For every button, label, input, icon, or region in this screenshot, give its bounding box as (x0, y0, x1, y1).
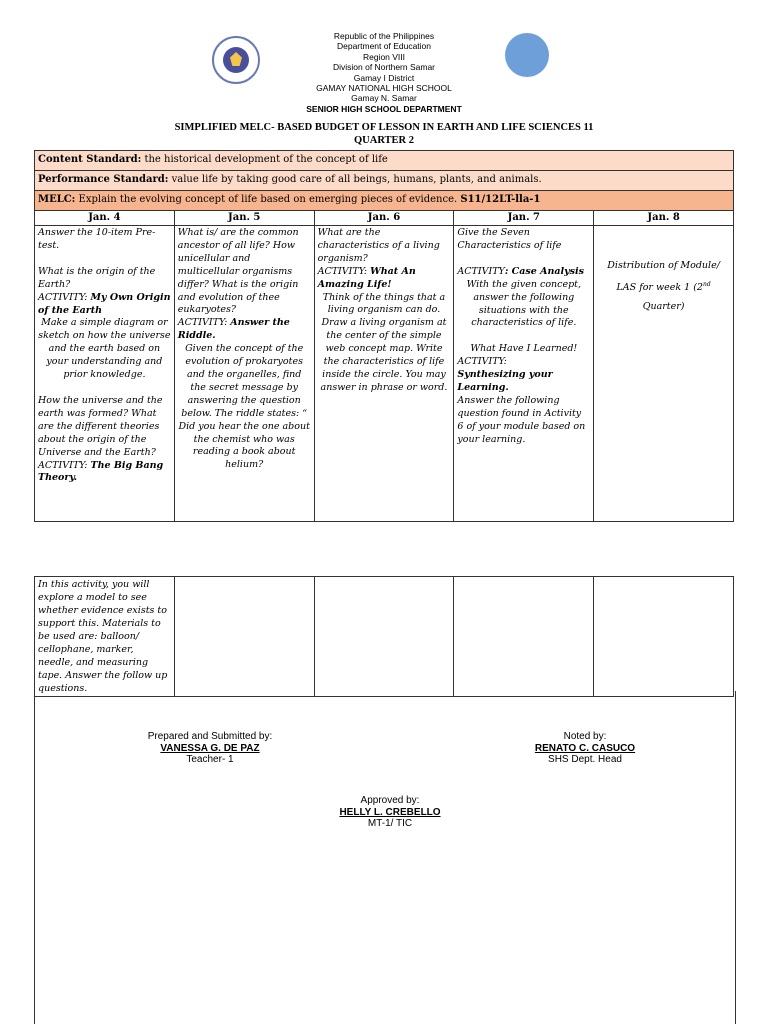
header-line: Department of Education (336, 41, 432, 52)
performance-standard-row (35, 171, 734, 191)
jan7-activity-2: ACTIVITY: Synthesizing your Learning. (457, 356, 553, 394)
noted-title: SHS Dept. Head (548, 754, 622, 766)
title-line-1: SIMPLIFIED MELC- BASED BUDGET OF LESSON IN EARTH AND LIFE SCIENCES 11 (174, 122, 594, 133)
jan5-instructions: Given the concept of the evolution of prokaryotes and the organelles, find the secret message by answering the question below. The riddle states: “ Did you hear the one about the chemist who was reading a book about helium? (178, 343, 310, 471)
jan4-pretest: Answer the 10-item Pre-test. (38, 227, 156, 251)
jan4-continuation: In this activity, you will explore a model to see whether evidence exists to support this. Materials to be used are: balloon/ cellophane, marker, needle, and measuring tape. Answer the follow up questions. (35, 577, 175, 697)
continuation-table (34, 576, 734, 697)
day-header: Jan. 5 (174, 211, 314, 226)
prepared-title: Teacher- 1 (186, 754, 234, 766)
empty-cell (174, 577, 314, 697)
noted-by-block (490, 731, 680, 766)
jan7-cell (454, 226, 594, 522)
jan6-cell (314, 226, 454, 522)
jan4-question: What is the origin of the Earth? (38, 265, 156, 290)
approved-by-block (300, 795, 480, 830)
jan5-question: What is/ are the common ancestor of all life? How unicellular and multicellular organisms differ? What is the origin and evolution of thee eukaryotes? (177, 227, 299, 316)
jan4-activity-2: ACTIVITY: The Big Bang Theory. (38, 459, 164, 484)
jan5-cell (174, 226, 314, 522)
content-standard-row (35, 151, 734, 171)
approved-name: HELLY L. CREBELLO (339, 806, 441, 818)
empty-cell (314, 577, 454, 697)
header-department: SENIOR HIGH SCHOOL DEPARTMENT (306, 103, 462, 114)
approved-label: Approved by: (360, 795, 420, 806)
jan8-cell (594, 226, 734, 522)
header-line: Republic of the Philippines (333, 31, 435, 41)
jan6-activity: ACTIVITY: What An Amazing Life! (317, 265, 416, 290)
jan4-activity-1: ACTIVITY: My Own Origin of the Earth (38, 291, 171, 316)
prepared-label: Prepared and Submitted by: (147, 731, 273, 742)
header-line: GAMAY NATIONAL HIGH SCHOOL (316, 83, 452, 94)
melc-row (35, 191, 734, 211)
day-header: Jan. 8 (594, 211, 734, 226)
noted-name: RENATO C. CASUCO (534, 742, 636, 754)
jan7-instructions-2: Answer the following question found in Activity 6 of your module based on your learning. (457, 394, 586, 445)
jan6-instructions: Think of the things that a living organism can do. Draw a living organism at the center of the simple web concept map. Write the characteristics of life inside the circle. You may answer in phrase or word. (320, 291, 448, 393)
header-line: Division of Northern Samar (332, 62, 436, 73)
lesson-row (35, 226, 734, 522)
jan7-instructions: With the given concept, answer the following situations with the characteristics of life. (466, 278, 582, 329)
title-line-2: QUARTER 2 (353, 134, 414, 146)
header-line: Gamay I District (353, 72, 415, 83)
jan4-cell (35, 226, 175, 522)
prepared-by-block (120, 731, 300, 766)
melc: MELC: Explain the evolving concept of life based on emerging pieces of evidence. S11/12LT-lla-1 (35, 191, 734, 211)
continuation-row (35, 577, 734, 697)
prepared-name: VANESSA G. DE PAZ (160, 742, 260, 754)
noted-label: Noted by: (563, 731, 607, 742)
jan5-activity: ACTIVITY: Answer the Riddle. (177, 317, 290, 342)
header-line: Region VIII (362, 51, 406, 62)
budget-table (34, 150, 734, 522)
day-header: Jan. 7 (454, 211, 594, 226)
header-line: Gamay N. Samar (351, 93, 417, 104)
jan7-question: Give the Seven Characteristics of life (457, 227, 562, 251)
approved-title: MT-1/ TIC (367, 818, 413, 830)
content-standard: Content Standard: the historical development of the concept of life (35, 151, 734, 171)
jan7-learned: What Have I Learned! (470, 343, 578, 355)
jan7-activity-1: ACTIVITY: Case Analysis (457, 265, 584, 277)
jan6-question: What are the characteristics of a living organism? (317, 227, 440, 264)
empty-cell (594, 577, 734, 697)
document-title (0, 122, 768, 147)
document-header (0, 31, 768, 114)
performance-standard: Performance Standard: value life by taking good care of all beings, humans, plants, and animals. (35, 171, 734, 191)
jan4-question-2: How the universe and the earth was formed? What are the different theories about the origin of the Universe and the Earth? (38, 394, 163, 458)
jan4-instructions: Make a simple diagram or sketch on how the universe and the earth based on your understanding and prior knowledge. (38, 317, 171, 381)
day-header-row (35, 211, 734, 226)
empty-cell (454, 577, 594, 697)
day-header: Jan. 4 (35, 211, 175, 226)
day-header: Jan. 6 (314, 211, 454, 226)
jan8-distribution: Distribution of Module/ LAS for week 1 (2nd Quarter) (607, 260, 720, 313)
